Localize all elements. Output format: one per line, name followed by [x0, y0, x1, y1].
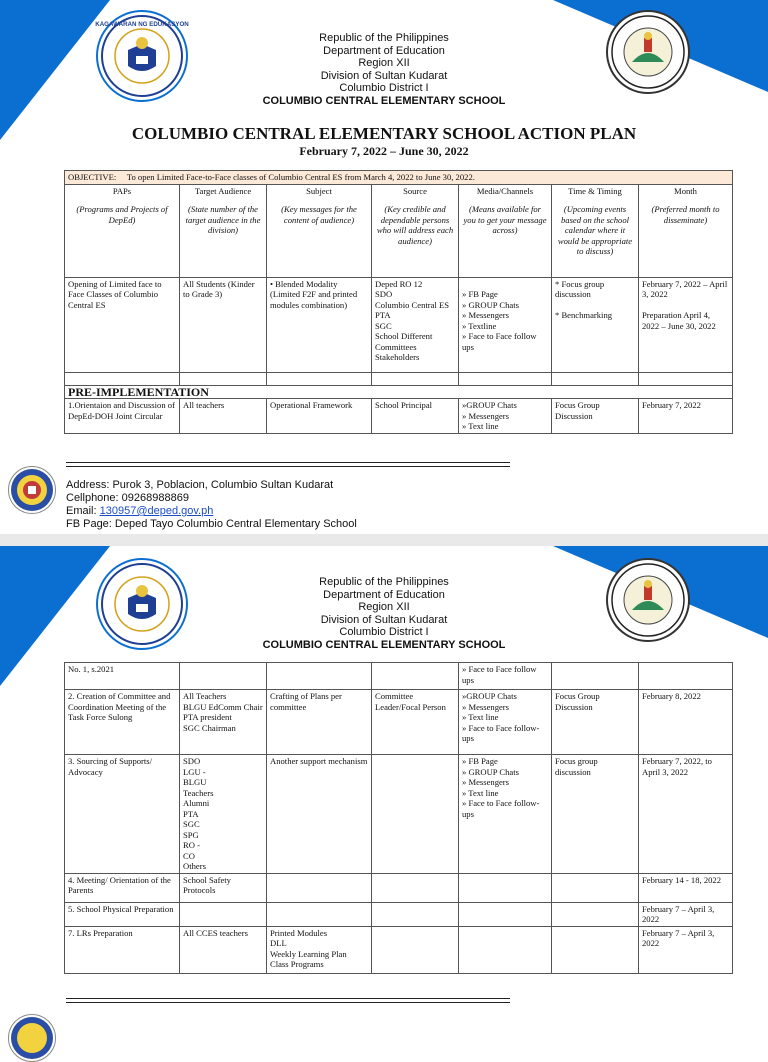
header-line-4: Division of Sultan Kudarat	[320, 69, 448, 82]
table-cell	[639, 372, 733, 385]
table-cell: 3. Sourcing of Supports/ Advocacy	[65, 755, 180, 874]
header-line-5: Columbio District I	[339, 82, 429, 94]
header-line-5: Columbio District I	[339, 626, 429, 638]
address-text: Address: Purok 3, Poblacion, Columbio Sultan Kudarat	[66, 479, 334, 491]
table-cell: Another support mechanism	[267, 755, 372, 874]
table-cell: » FB Page » GROUP Chats » Messengers » Textline » Face to Face follow ups	[459, 277, 552, 372]
table-cell	[459, 873, 552, 902]
table-cell: 2. Creation of Committee and Coordination Meeting of the Task Force Sulong	[65, 690, 180, 755]
table-cell: Operational Framework	[267, 399, 372, 434]
page-subtitle: February 7, 2022 – June 30, 2022	[299, 144, 469, 158]
school-logo-icon	[8, 1014, 56, 1062]
table-cell: » FB Page » GROUP Chats » Messengers » Text line » Face to Face follow-ups	[459, 755, 552, 874]
footer-rule	[66, 998, 510, 999]
footer-rule	[66, 1002, 510, 1003]
table-cell	[372, 755, 459, 874]
column-header	[552, 184, 639, 277]
table-row	[65, 902, 733, 926]
column-header	[372, 184, 459, 277]
school-name: COLUMBIO CENTRAL ELEMENTARY SCHOOL	[262, 94, 506, 107]
table-cell	[372, 873, 459, 902]
column-header-desc: (Preferred month to disseminate)	[651, 204, 720, 225]
table-cell	[267, 902, 372, 926]
table-cell	[552, 663, 639, 690]
table-row	[65, 277, 733, 372]
table-cell	[552, 873, 639, 902]
header-line-2: Department of Education	[323, 44, 445, 57]
page-title: COLUMBIO CENTRAL ELEMENTARY SCHOOL ACTION PLAN	[131, 124, 637, 143]
table-cell: School Safety Protocols	[180, 873, 267, 902]
table-cell: Printed Modules DLL Weekly Learning Plan Class Programs	[267, 926, 372, 973]
table-cell	[267, 873, 372, 902]
header-line-1: Republic of the Philippines	[319, 32, 449, 44]
table-cell	[459, 372, 552, 385]
column-header-title: Subject	[306, 185, 332, 196]
spacer-row	[65, 372, 733, 385]
header-line-2: Department of Education	[323, 588, 445, 601]
table-cell: • Blended Modality (Limited F2F and printed modules combination)	[267, 277, 372, 372]
column-header	[267, 184, 372, 277]
school-name: COLUMBIO CENTRAL ELEMENTARY SCHOOL	[262, 638, 506, 651]
table-cell: Deped RO 12 SDO Columbio Central ES PTA SGC School Different Committees Stakeholders	[372, 277, 459, 372]
table-cell: All Teachers BLGU EdComm Chair PTA president SGC Chairman	[180, 690, 267, 755]
table-row	[65, 663, 733, 690]
table-cell: 7. LRs Preparation	[65, 926, 180, 973]
table-cell	[372, 902, 459, 926]
column-header-desc: (Upcoming events based on the school calendar where it would be appropriate to discuss)	[557, 204, 633, 256]
table-cell: February 7 – April 3, 2022	[639, 926, 733, 973]
table-cell: Opening of Limited face to Face Classes of Columbio Central ES	[65, 277, 180, 372]
action-plan-table-continued	[64, 662, 733, 974]
table-cell: »GROUP Chats » Messengers » Text line » Face to Face follow-ups	[459, 690, 552, 755]
action-plan-table	[64, 170, 733, 434]
column-header-title: Target Audience	[194, 185, 252, 196]
table-cell	[180, 372, 267, 385]
table-cell: Committee Leader/Focal Person	[372, 690, 459, 755]
table-cell	[267, 372, 372, 385]
table-cell: Focus Group Discussion	[552, 399, 639, 434]
contact-info	[66, 479, 357, 531]
document-page-2	[0, 546, 768, 1024]
table-cell	[552, 926, 639, 973]
table-cell: SDO LGU - BLGU Teachers Alumni PTA SGC SPG RO - CO Others	[180, 755, 267, 874]
table-cell: School Principal	[372, 399, 459, 434]
school-logo-icon	[8, 466, 56, 514]
table-cell	[180, 663, 267, 690]
table-cell: All Students (Kinder to Grade 3)	[180, 277, 267, 372]
column-header-desc: (Means available for you to get your message across)	[463, 204, 547, 235]
table-cell: All teachers	[180, 399, 267, 434]
email-label: Email:	[66, 505, 100, 517]
table-cell: February 7, 2022	[639, 399, 733, 434]
table-cell	[372, 663, 459, 690]
section-title: PRE-IMPLEMENTATION	[65, 385, 733, 399]
table-cell: February 7, 2022 – April 3, 2022 Preparation April 4, 2022 – June 30, 2022	[639, 277, 733, 372]
table-cell: * Focus group discussion * Benchmarking	[552, 277, 639, 372]
table-cell: February 8, 2022	[639, 690, 733, 755]
table-row	[65, 690, 733, 755]
table-cell: Crafting of Plans per committee	[267, 690, 372, 755]
table-cell: All CCES teachers	[180, 926, 267, 973]
letterhead	[0, 32, 768, 107]
column-header	[639, 184, 733, 277]
table-cell	[267, 663, 372, 690]
table-cell: Focus group discussion	[552, 755, 639, 874]
column-header-title: PAPs	[112, 185, 132, 196]
table-cell	[65, 372, 180, 385]
table-cell	[639, 663, 733, 690]
table-row	[65, 873, 733, 902]
table-cell: February 7 – April 3, 2022	[639, 902, 733, 926]
letterhead	[0, 576, 768, 651]
header-line-4: Division of Sultan Kudarat	[320, 613, 448, 626]
cellphone-text: Cellphone: 09268988869	[66, 492, 189, 504]
footer-rule	[66, 466, 510, 467]
table-cell	[372, 372, 459, 385]
table-cell: 5. School Physical Preparation	[65, 902, 180, 926]
email-line	[66, 505, 357, 518]
table-cell	[552, 372, 639, 385]
table-cell	[552, 902, 639, 926]
table-cell: February 14 - 18, 2022	[639, 873, 733, 902]
seal-text: KAGAWARAN NG EDUKASYON	[95, 21, 189, 28]
table-row	[65, 926, 733, 973]
table-cell	[459, 902, 552, 926]
table-cell: Focus Group Discussion	[552, 690, 639, 755]
column-header-title: Source	[403, 185, 427, 196]
section-row	[65, 385, 733, 399]
table-cell: »GROUP Chats » Messengers » Text line	[459, 399, 552, 434]
column-header-desc: (Key messages for the content of audience)	[281, 204, 357, 225]
table-row	[65, 755, 733, 874]
email-link[interactable]: 130957@deped.gov.ph	[99, 505, 214, 517]
column-header-title: Time & Timing	[568, 185, 622, 196]
table-cell	[459, 926, 552, 973]
footer-rule	[66, 462, 510, 463]
header-row	[65, 184, 733, 277]
table-cell: 4. Meeting/ Orientation of the Parents	[65, 873, 180, 902]
table-cell	[372, 926, 459, 973]
table-cell	[180, 902, 267, 926]
column-header-desc: (Programs and Projects of DepEd)	[76, 204, 168, 225]
column-header-desc: (Key credible and dependable persons who will address each audience)	[376, 204, 454, 246]
column-header	[180, 184, 267, 277]
table-cell: 1.Orientaion and Discussion of DepEd-DOH Joint Circular	[65, 399, 180, 434]
page-gap	[0, 534, 768, 546]
table-cell: No. 1, s.2021	[65, 663, 180, 690]
table-cell: February 7, 2022, to April 3, 2022	[639, 755, 733, 874]
column-header	[65, 184, 180, 277]
objective-row	[65, 171, 733, 185]
column-header-desc: (State number of the target audience in the division)	[185, 204, 261, 235]
column-header-title: Media/Channels	[476, 185, 534, 196]
table-cell: » Face to Face follow ups	[459, 663, 552, 690]
table-row	[65, 399, 733, 434]
header-line-1: Republic of the Philippines	[319, 576, 449, 588]
column-header	[459, 184, 552, 277]
fb-page-text: FB Page: Deped Tayo Columbio Central Elementary School	[66, 518, 357, 530]
header-line-3: Region XII	[358, 57, 410, 69]
objective-cell: OBJECTIVE: To open Limited Face-to-Face classes of Columbio Central ES from March 4, 2022 to June 30, 2022.	[65, 171, 733, 185]
column-header-title: Month	[674, 185, 697, 196]
header-line-3: Region XII	[358, 601, 410, 613]
